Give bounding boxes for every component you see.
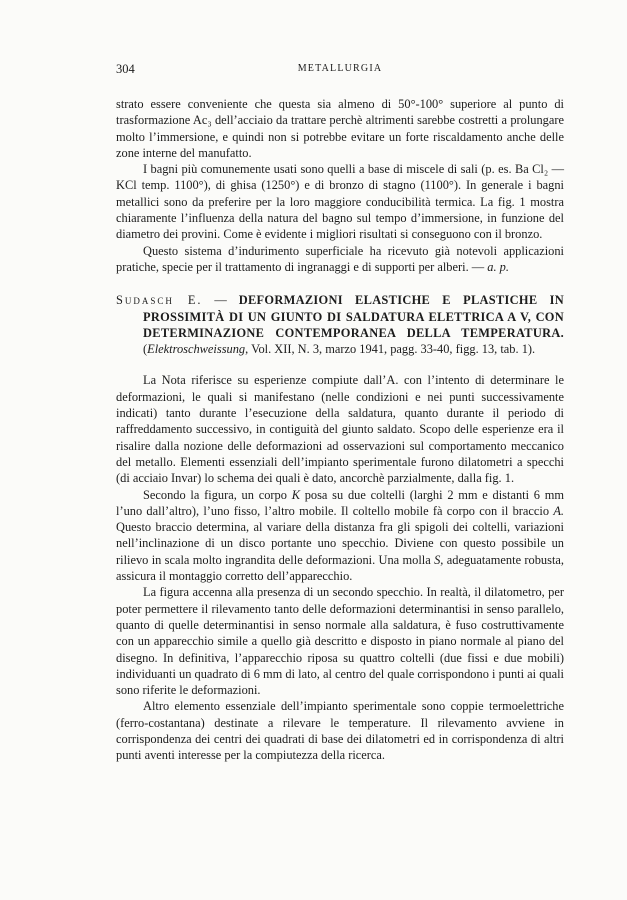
page-number: 304 [116, 62, 135, 76]
baths-paragraph: I bagni più comunemente usati sono quelli a base di miscele di sali (p. es. Ba Cl₂ — KCl temp. 1100°), di ghisa (1250°) e di bronzo di stagno (1100°). In generale i bagni metallici sono da preferire per la loro maggiore conducibilità termica. La fig. 1 mostra chiaramente l’influenza della natura del bagno sul tempo d’immersione, in funzione del diametro dei provini. Come è evidente i migliori risultati si conseguono con il bronzo. [116, 162, 564, 242]
variable-k: K [291, 487, 300, 502]
continued-paragraph: strato essere conveniente che questa sia almeno di 50°-100° superiore al punto di trasformazione Ac₃ dell’acciaio da trattare perchè altrimenti sarebbe costretti a prolungare molto l’immersione, e quindi non si potrebbe evitare un forte riscaldamento anche delle zone interne del manufatto. [116, 97, 564, 160]
body-paragraph-4: Altro elemento essenziale dell’impianto sperimentale sono coppie termoelettriche (ferro-costantana) destinate a rilevare le temperature. Il rilevamento avviene in corrispondenza dei centri dei quadrati di base dei dilatometri ed in corrispondenza di altri punti aventi interesse per la compiutezza della ricerca. [116, 699, 564, 763]
applications-text: Questo sistema d’indurimento superficiale ha ricevuto già notevoli applicazioni pratiche, specie per il trattamento di ingranaggi e di supporti per alberi. — [116, 243, 564, 274]
body-paragraph-1: La Nota riferisce su esperienze compiute dall’A. con l’intento di determinare le deformazioni, le quali si manifestano (nelle condizioni e nei punti successivamente indicati) tanto durante l’esecuzione della saldatura, quanto durante il periodo di raffreddamento successivo, in contiguità del giunto saldato. Scopo delle esperienze era il risalire dalla nozione delle deformazioni ad osservazioni sul comportamento meccanico del metallo. Elementi essenziali dell’impianto sperimentale furono dilatometri a specchi (di acciaio Invar) lo schema dei quali è dato, ancorchè parzialmente, dalla fig. 1. [116, 373, 564, 486]
signature-initials: a. p. [487, 259, 509, 274]
variable-s: S, [434, 552, 444, 567]
page-header [116, 62, 564, 78]
applications-paragraph [116, 243, 564, 276]
journal-citation: Vol. XII, N. 3, marzo 1941, pagg. 33-40, figg. 13, tab. 1). [251, 342, 536, 357]
journal-name: Elektroschweissung [147, 342, 246, 357]
body-paragraph-3: La figura accenna alla presenza di un secondo specchio. In realtà, il dilatometro, per poter permettere il rilevamento tanto delle deformazioni determinantisi in senso parallelo, quanto di quelle determinantisi in senso normale alla saldatura, è fuso costruttivamente con un apparecchio simile a quello già descritto e disposto in piano normale al piano del disegno. In definitiva, l’apparecchio riposa su quattro coltelli (due fissi e due mobili) individuanti un quadrato di 6 mm di lato, al centro del quale corrispondono i punti ai quali sono riferite le deformazioni. [116, 585, 564, 698]
p2-text-d: adeguatamente robusta, assicura il montaggio corretto dell’apparecchio. [116, 552, 564, 584]
p2-text-a: Secondo la figura, un corpo [143, 487, 287, 502]
p2-text-c: Questo braccio determina, al variare della distanza fra gli spigoli dei coltelli, variazioni nell’inclinazione di un disco portante uno specchio. Diviene con questo possibile un rilievo in scala molto ingrandita delle deformazioni. Una molla [116, 520, 564, 567]
article-citation: Sudasch E. — DEFORMAZIONI ELASTICHE E PLASTICHE IN PROSSIMITÀ DI UN GIUNTO DI SALDATURA ELETTRICA A V, CON DETERMINAZIONE CONTEMPORANEA DELLA TEMPERATURA. (Elektroschweissung, Vol. XII, N. 3, marzo 1941, pagg. 33-40, figg. 13, tab. 1). [116, 293, 564, 357]
running-title: METALLURGIA [297, 63, 383, 74]
body-paragraph-2 [116, 487, 564, 585]
article-author: Sudasch E. [116, 293, 203, 308]
article-title: DEFORMAZIONI ELASTICHE E PLASTICHE IN PROSSIMITÀ DI UN GIUNTO DI SALDATURA ELETTRICA A V, CON DETERMINAZIONE CONTEMPORANEA DELLA TEMPERATURA. [143, 293, 564, 340]
article-header [116, 292, 564, 357]
page-body [116, 96, 564, 764]
author-dash: — [214, 293, 227, 308]
p2-text-b: posa su due coltelli (larghi 2 mm e distanti 6 mm l’uno dall’altro), l’uno fisso, l’altro mobile. Il coltello mobile fà corpo con il braccio [116, 487, 565, 518]
variable-a: A. [553, 503, 564, 518]
